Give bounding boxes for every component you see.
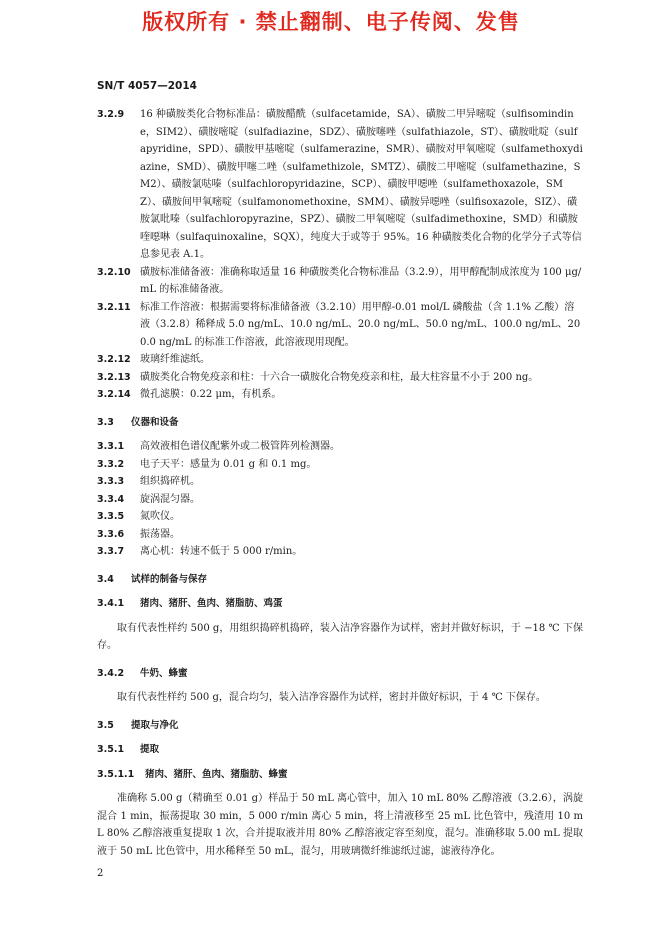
clause-3-2-11: 3.2.11 标准工作溶液：根据需要将标准储备液（3.2.10）用甲醇-0.01 mol/L 磷酸盐（含 1.1% 乙酸）溶液（3.2.8）稀释成 5.0 ng/mL、10.0 ng/mL、20.0 ng/mL、50.0 ng/mL、100.0 ng/mL、200.0 ng/mL 的标准工作溶液，此溶液现用现配。 [97,301,581,348]
clause-3-3-4: 3.3.4 旋涡混匀器。 [97,493,200,505]
section-heading-3-4-2: 3.4.2 牛奶、蜂蜜 [97,667,188,679]
page-number: 2 [97,868,104,879]
document-body [97,106,583,860]
paragraph-3-4-2: 取有代表性样约 500 g，混合均匀，装入洁净容器作为试样，密封并做好标识，于 4 ℃ 下保存。 [117,692,546,703]
clause-3-3-7: 3.3.7 离心机：转速不低于 5 000 r/min。 [97,546,303,557]
section-heading-3-5-1-1: 3.5.1.1 猪肉、猪肝、鱼肉、猪脂肪、蜂蜜 [97,768,288,780]
clause-3-2-10: 3.2.10 磺胺标准储备液：准确称取适量 16 种磺胺类化合物标准品（3.2.9），用甲醇配制成浓度为 100 μg/mL 的标准储备液。 [97,266,582,295]
section-heading-3-5-1: 3.5.1 提取 [97,744,160,755]
copyright-banner: 版权所有 · 禁止翻制、电子传阅、发售 [142,10,520,34]
paragraph-3-5-1-1: 准确称 5.00 g（精确至 0.01 g）样品于 50 mL 离心管中，加入 10 mL 80% 乙醇溶液（3.2.6），涡旋混合 1 min，振荡提取 30 min，5 000 r/min 离心 5 min，将上清液移至 25 mL 比色管中，残渣用 10 mL 80% 乙醇溶液重复提取 1 次，合并提取液并用 80% 乙醇溶液定容至刻度，混匀。准确移取 5.00 mL 提取液于 50 mL 比色管中，用水稀释至 50 mL，混匀，用玻璃微纤维滤纸过滤，滤液待净化。 [97,793,583,857]
standard-number: SN/T 4057—2014 [97,80,197,92]
section-heading-3-4-1: 3.4.1 猪肉、猪肝、鱼肉、猪脂肪、鸡蛋 [97,598,283,609]
clause-3-2-9: 3.2.9 16 种磺胺类化合物标准品：磺胺醋酰（sulfacetamide，SA）、磺胺二甲异嘧啶（sulfisomindine，SIM2）、磺胺嘧啶（sulfadiazine，SDZ）、磺胺噻唑（sulfathiazole，ST）、磺胺吡啶（sulfapyridine，SPD）、磺胺甲基嘧啶（sulfamerazine，SMR）、磺胺对甲氧嘧啶（sulfamethoxydiazine，SMD）、磺胺甲噻二唑（sulfamethizole，SMTZ）、磺胺二甲嘧啶（sulfamethazine，SM2）、磺胺氯哒嗪（sulfachloropyridazine，SCP）、磺胺甲噁唑（sulfamethoxazole，SMZ）、磺胺间甲氧嘧啶（sulfamonomethoxine，SMM）、磺胺异噁唑（sulfisoxazole，SIZ）、磺胺氯吡嗪（sulfachloropyrazine，SPZ）、磺胺二甲氧嘧啶（sulfadimethoxine，SMD）和磺胺喹噁啉（sulfaquinoxaline，SQX），纯度大于或等于 95%。16 种磺胺类化合物的化学分子式等信息参见表 A.1。 [97,109,583,260]
clause-3-3-6: 3.3.6 振荡器。 [97,528,180,540]
section-heading-3-3: 3.3 仪器和设备 [97,416,179,428]
clause-3-3-5: 3.3.5 氮吹仪。 [97,511,180,522]
section-heading-3-4: 3.4 试样的制备与保存 [97,573,208,585]
clause-3-3-1: 3.3.1 高效液相色谱仪配紫外或二极管阵列检测器。 [97,441,340,452]
reagents-list [97,106,583,404]
section-heading-3-5: 3.5 提取与净化 [97,719,179,731]
clause-3-2-14: 3.2.14 微孔滤膜：0.22 μm，有机系。 [97,389,282,400]
paragraph-3-4-1: 取有代表性样约 500 g，用组织捣碎机捣碎，装入洁净容器作为试样，密封并做好标识，于 −18 ℃ 下保存。 [97,622,583,651]
apparatus-list [97,438,583,561]
clause-3-2-13: 3.2.13 磺胺类化合物免疫亲和柱：十六合一磺胺化合物免疫亲和柱，最大柱容量不小于 200 ng。 [97,371,539,383]
clause-3-3-3: 3.3.3 组织捣碎机。 [97,476,200,487]
clause-3-3-2: 3.3.2 电子天平：感量为 0.01 g 和 0.1 mg。 [97,458,317,470]
clause-3-2-12: 3.2.12 玻璃纤维滤纸。 [97,354,210,365]
